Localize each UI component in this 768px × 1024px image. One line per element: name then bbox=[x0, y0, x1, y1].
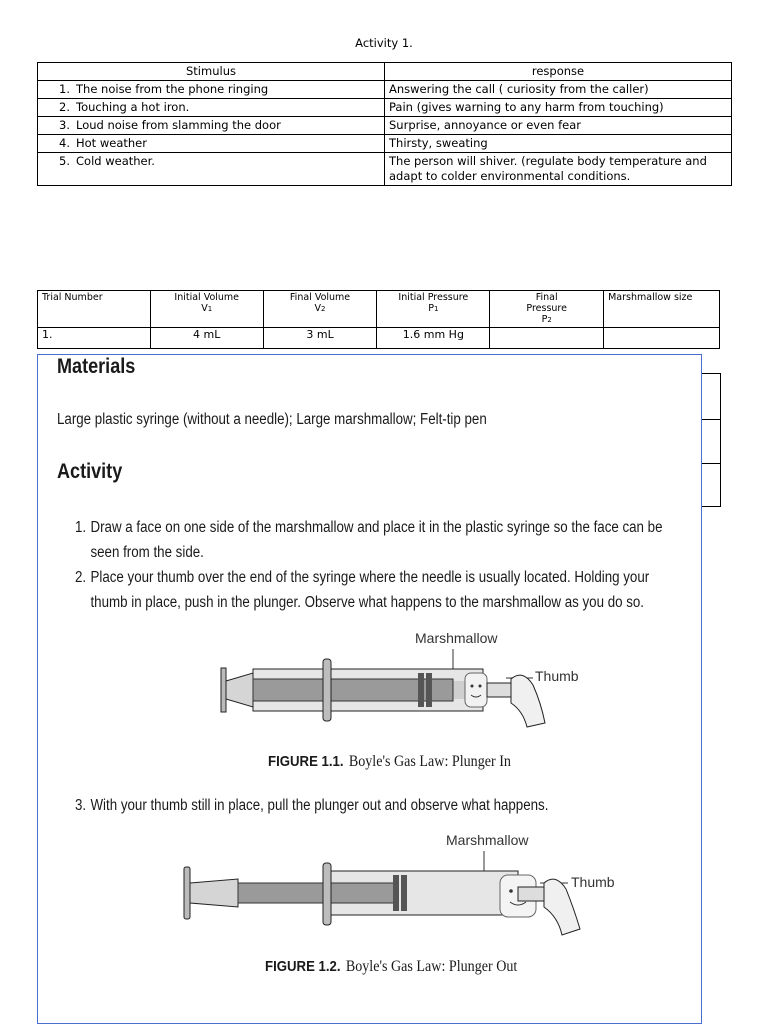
figure-1-2-caption: FIGURE 1.2. Boyle's Gas Law: Plunger Out bbox=[265, 958, 518, 975]
stimulus-header: Stimulus bbox=[38, 63, 385, 81]
syringe-plunger-out-figure bbox=[178, 827, 628, 952]
row-number: 4. bbox=[59, 136, 70, 150]
marshmallow-label: Marshmallow bbox=[415, 630, 498, 646]
trial-number-header: Trial Number bbox=[38, 291, 151, 328]
activity-heading: Activity bbox=[57, 460, 123, 483]
stimulus-cell: Touching a hot iron. bbox=[76, 100, 190, 114]
row-number: 5. bbox=[59, 154, 70, 168]
table-row bbox=[38, 135, 732, 153]
table-row bbox=[38, 81, 732, 99]
table-header-row bbox=[38, 63, 732, 81]
stimulus-cell: Loud noise from slamming the door bbox=[76, 118, 281, 132]
marshmallow-label: Marshmallow bbox=[446, 832, 529, 848]
stimulus-cell: Cold weather. bbox=[76, 154, 155, 168]
response-cell: Pain (gives warning to any harm from touching) bbox=[385, 99, 732, 117]
trial-number-cell: 1. bbox=[38, 328, 151, 349]
response-header: response bbox=[385, 63, 732, 81]
final-pressure-header: Final Pressure P2 bbox=[490, 291, 604, 328]
row-number: 1. bbox=[59, 82, 70, 96]
syringe-plunger-in-figure bbox=[213, 623, 593, 738]
materials-heading: Materials bbox=[57, 355, 136, 378]
initial-pressure-header: Initial Pressure P1 bbox=[377, 291, 490, 328]
stimulus-cell: The noise from the phone ringing bbox=[76, 82, 269, 96]
activity-title: Activity 1. bbox=[355, 36, 413, 50]
table-header-row bbox=[38, 291, 720, 328]
thumb-label: Thumb bbox=[571, 874, 615, 890]
response-cell: Surprise, annoyance or even fear bbox=[385, 117, 732, 135]
initial-volume-header: Initial Volume V1 bbox=[150, 291, 263, 328]
final-volume-cell: 3 mL bbox=[263, 328, 377, 349]
table-edge-stub bbox=[700, 373, 721, 420]
boyles-law-worksheet-image bbox=[37, 354, 702, 1024]
table-row bbox=[38, 99, 732, 117]
step-3: 3. With your thumb still in place, pull the plunger out and observe what happens. bbox=[75, 797, 549, 814]
step-2: 2. Place your thumb over the end of the syringe where the needle is usually located. Holding your thumb in place, push in the plunger. Observe what happens to the marshmallow as you do so. bbox=[75, 569, 650, 611]
final-pressure-cell bbox=[490, 328, 604, 349]
response-cell: The person will shiver. (regulate body temperature and adapt to colder environmental conditions. bbox=[385, 153, 732, 186]
thumb-label: Thumb bbox=[535, 668, 579, 684]
table-row bbox=[38, 153, 732, 186]
initial-volume-cell: 4 mL bbox=[150, 328, 263, 349]
stimulus-response-table bbox=[37, 62, 732, 186]
response-cell: Thirsty, sweating bbox=[385, 135, 732, 153]
materials-text: Large plastic syringe (without a needle); Large marshmallow; Felt-tip pen bbox=[57, 411, 487, 428]
marshmallow-size-cell bbox=[604, 328, 720, 349]
row-number: 3. bbox=[59, 118, 70, 132]
initial-pressure-cell: 1.6 mm Hg bbox=[377, 328, 490, 349]
table-edge-stub bbox=[700, 463, 721, 507]
table-row bbox=[38, 328, 720, 349]
figure-1-1-caption: FIGURE 1.1. Boyle's Gas Law: Plunger In bbox=[268, 753, 511, 770]
step-1: 1. Draw a face on one side of the marshmallow and place it in the plastic syringe so the face can be seen from the side. bbox=[75, 519, 663, 561]
stimulus-cell: Hot weather bbox=[76, 136, 147, 150]
table-edge-stub bbox=[700, 419, 721, 464]
marshmallow-size-header: Marshmallow size bbox=[604, 291, 720, 328]
table-row bbox=[38, 117, 732, 135]
row-number: 2. bbox=[59, 100, 70, 114]
final-volume-header: Final Volume V2 bbox=[263, 291, 377, 328]
response-cell: Answering the call ( curiosity from the caller) bbox=[385, 81, 732, 99]
trial-data-table bbox=[37, 290, 720, 349]
